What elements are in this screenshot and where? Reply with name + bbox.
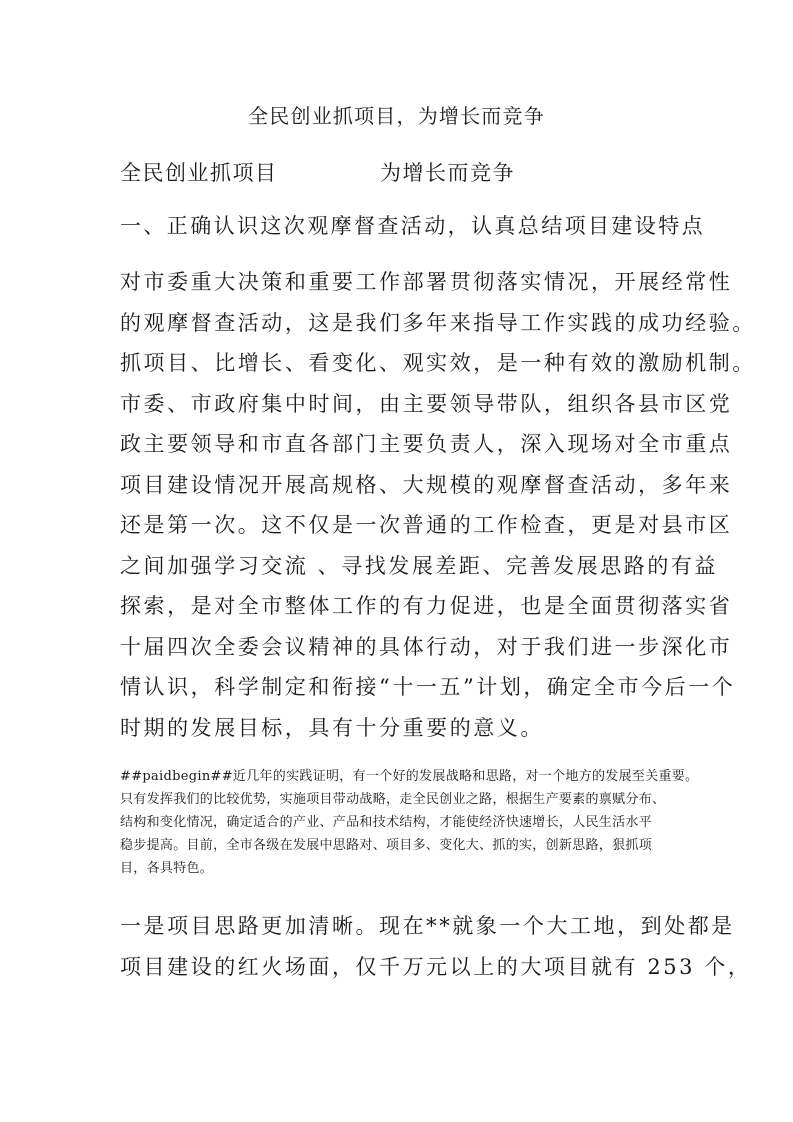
paragraph-line: 抓项目、比增长、看变化、观实效，是一种有效的激励机制。 bbox=[120, 351, 756, 375]
paragraph-2 bbox=[120, 765, 699, 880]
document-title: 全民创业抓项目，为增长而竞争 bbox=[248, 104, 545, 128]
paragraph-line: 项目建设情况开展高规格、大规模的观摩督查活动，多年来 bbox=[120, 472, 733, 497]
paragraph-1 bbox=[120, 262, 756, 748]
paragraph-line: 项目建设的红火场面，仅千万元以上的大项目就有 253 个， bbox=[120, 954, 752, 979]
paragraph-line: ##paidbegin##近几年的实践证明，有一个好的发展战略和思路，对一个地方的发展至关重要。 bbox=[120, 769, 699, 784]
paragraph-line: 只有发挥我们的比较优势，实施项目带动战略，走全民创业之路，根据生产要素的禀赋分布、 bbox=[120, 792, 666, 807]
paragraph-line: 十届四次全委会议精神的具体行动，对于我们进一步深化市 bbox=[120, 634, 733, 659]
paragraph-3 bbox=[120, 906, 752, 987]
paragraph-line: 目，各具特色。 bbox=[120, 861, 214, 876]
paragraph-line: 时期的发展目标，具有十分重要的意义。 bbox=[120, 715, 544, 740]
paragraph-line: 一是项目思路更加清晰。现在**就象一个大工地，到处都是 bbox=[120, 914, 735, 938]
paragraph-line: 政主要领导和市直各部门主要负责人，深入现场对全市重点 bbox=[120, 432, 733, 456]
paragraph-line: 探索，是对全市整体工作的有力促进，也是全面贯彻落实省 bbox=[120, 594, 733, 618]
paragraph-line: 的观摩督查活动，这是我们多年来指导工作实践的成功经验。 bbox=[120, 310, 756, 335]
section-heading: 一、正确认识这次观摩督查活动，认真总结项目建设特点 bbox=[120, 214, 705, 238]
paragraph-line: 情认识，科学制定和衔接“十一五”计划，确定全市今后一个 bbox=[120, 675, 736, 699]
paragraph-line: 对市委重大决策和重要工作部署贯彻落实情况，开展经常性 bbox=[120, 270, 733, 294]
subtitle-left: 全民创业抓项目 bbox=[120, 161, 278, 185]
paragraph-line: 之间加强学习交流 、寻找发展差距、完善发展思路的有益 bbox=[120, 553, 718, 578]
subtitle-right: 为增长而竞争 bbox=[380, 161, 515, 185]
paragraph-line: 还是第一次。这不仅是一次普通的工作检查，更是对县市区 bbox=[120, 513, 733, 537]
paragraph-line: 市委、市政府集中时间，由主要领导带队，组织各县市区党 bbox=[120, 391, 733, 416]
paragraph-line: 结构和变化情况，确定适合的产业、产品和技术结构，才能使经济快速增长，人民生活水平 bbox=[120, 815, 653, 830]
paragraph-line: 稳步提高。目前，全市各级在发展中思路对、项目多、变化大、抓的实，创新思路，狠抓项 bbox=[120, 838, 653, 853]
